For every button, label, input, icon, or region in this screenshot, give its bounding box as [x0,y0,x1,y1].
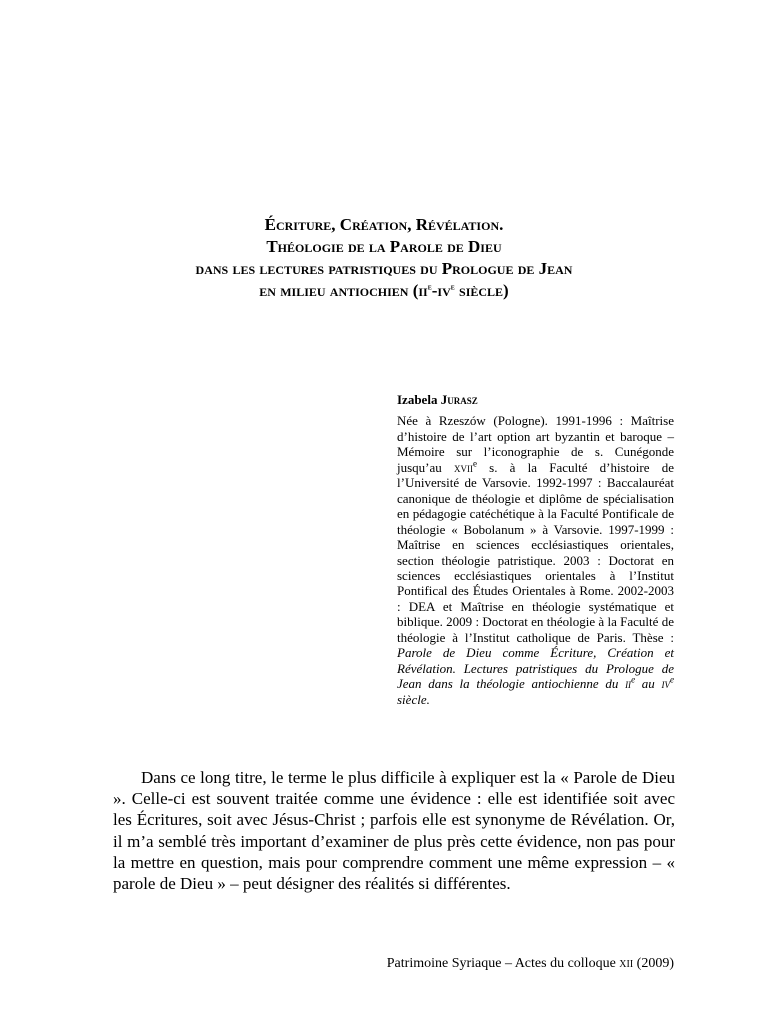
title-superscript-1: e [427,281,432,292]
bio-text-1: Née à Rzeszów (Pologne). 1991-1996 : Maîtrise d’histoire de l’art option art byzantin et baroque – Mémoire sur l’iconographie de s. Cunégonde jusqu’au xvii [397,413,674,475]
title-line-4 [100,280,668,302]
title-line-4-suffix: siècle) [454,281,509,300]
title-superscript-2: e [450,281,455,292]
author-first-name: Izabela [397,392,438,407]
thesis-text-mid: au [635,676,662,692]
footer-roman: xii [619,956,634,971]
body-paragraph: Dans ce long titre, le terme le plus difficile à expliquer est la « Parole de Dieu ». Celle-ci est souvent traitée comme une évidence : elle est identifiée soit avec les Écritures, soit avec Jésus-Christ ; parfois elle est synonyme de Révélation. Or, il m’a semblé très important d’examiner de plus près cette évidence, non pas pour la mettre en question, mais pour comprendre comment une même expression – « parole de Dieu » – peut désigner des réalités si différentes. [113,768,675,894]
footer-suffix: (2009) [633,956,674,971]
author-surname: Jurasz [440,392,478,407]
thesis-superscript-1: e [631,674,636,685]
article-title [100,214,668,302]
title-line-3: dans les lectures patristiques du Prologue de Jean [195,259,573,278]
thesis-roman-1: ii [625,676,632,692]
thesis-superscript-2: e [670,674,675,685]
thesis-title [397,645,674,706]
thesis-text-end: siècle. [397,691,430,707]
bio-text-2: s. à la Faculté d’histoire de l’Université de Varsovie. 1992-1997 : Baccalauréat canonique de théologie et diplôme de spécialisation en pédagogie catéchétique à la Faculté Pontificale de théologie « Bobolanum » à Varsovie. 1997-1999 : Maîtrise en sciences ecclésiastiques orientales, section théologie patristique. 2003 : Doctorat en sciences ecclésiastiques orientales à l’Institut Pontifical des Études Orientales à Rome. 2002-2003 : DEA et Maîtrise en théologie systématique et biblique. 2009 : Doctorat en théologie à la Faculté de théologie à l’Institut catholique de Paris. Thèse : [397,459,674,645]
author-block [397,392,674,707]
title-line-4-mid: -iv [431,281,451,300]
author-name [397,392,674,407]
thesis-roman-2: iv [661,676,671,692]
footer-prefix: Patrimoine Syriaque – Actes du colloque [386,956,620,971]
title-line-4-prefix: en milieu antiochien (ii [259,281,428,300]
title-line-1: Écriture, Création, Révélation. [264,215,504,234]
author-bio [397,413,674,707]
bio-superscript-1: e [472,458,477,469]
thesis-text-1: Parole de Dieu comme Écriture, Création et Révélation. Lectures patristiques du Prologue de Jean dans la théologie antiochienne du [397,645,674,692]
page-footer [387,956,674,972]
bio-roman-century: xvii [453,459,473,475]
title-line-2: Théologie de la Parole de Dieu [266,237,502,256]
